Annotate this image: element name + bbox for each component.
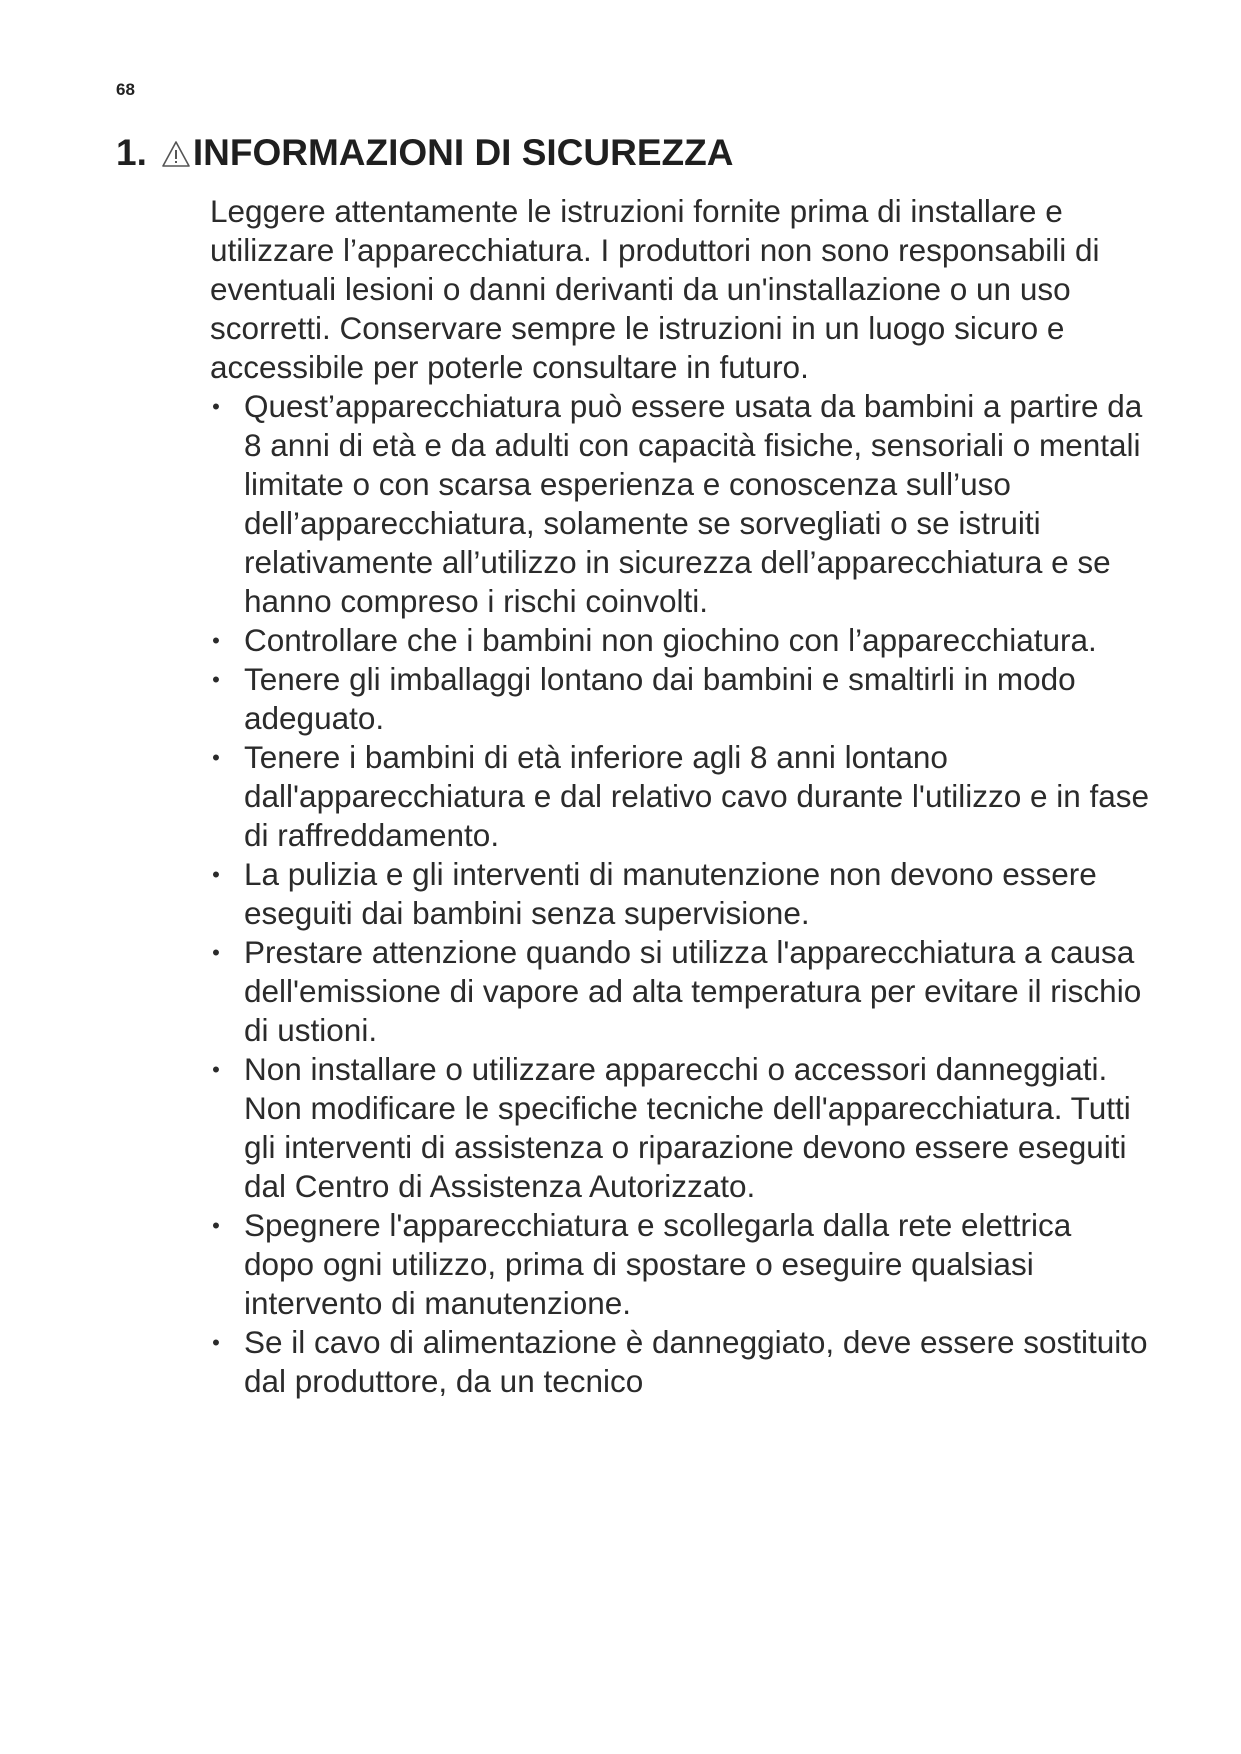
list-item xyxy=(210,387,1150,621)
list-item xyxy=(210,621,1150,660)
bullet-dot-icon: • xyxy=(212,667,220,692)
safety-bullet-list xyxy=(210,387,1150,1401)
list-item xyxy=(210,855,1150,933)
bullet-dot-icon: • xyxy=(212,1057,220,1082)
page-number: 68 xyxy=(116,80,135,99)
list-item-text: Tenere gli imballaggi lontano dai bambini e smaltirli in modo adeguato. xyxy=(244,661,1076,736)
section-number: 1. xyxy=(116,132,147,173)
list-item xyxy=(210,660,1150,738)
warning-triangle-icon xyxy=(161,139,191,169)
list-item xyxy=(210,1206,1150,1323)
list-item-text: Tenere i bambini di età inferiore agli 8 anni lontano dall'apparecchiatura e dal relativo cavo durante l'utilizzo e in fase di raffreddamento. xyxy=(244,739,1150,853)
list-item xyxy=(210,1050,1150,1206)
list-item-text: Spegnere l'apparecchiatura e scollegarla dalla rete elettrica dopo ogni utilizzo, prima di spostare o eseguire qualsiasi intervento di manutenzione. xyxy=(244,1207,1072,1321)
bullet-dot-icon: • xyxy=(212,394,220,419)
list-item-text: Quest’apparecchiatura può essere usata da bambini a partire da 8 anni di età e da adulti con capacità fisiche, sensoriali o mentali limitate o con scarsa esperienza e conoscenza sull’uso dell’apparecchiatura, solamente se sorvegliati o se istruiti relativamente all’utilizzo in sicurezza dell’apparecchiatura e se hanno compreso i rischi coinvolti. xyxy=(244,388,1143,619)
section-body xyxy=(210,192,1150,1401)
bullet-dot-icon: • xyxy=(212,1213,220,1238)
bullet-dot-icon: • xyxy=(212,745,220,770)
list-item-text: Se il cavo di alimentazione è danneggiato, deve essere sostituito dal produttore, da un tecnico xyxy=(244,1324,1148,1399)
section-title: INFORMAZIONI DI SICUREZZA xyxy=(192,132,734,173)
list-item xyxy=(210,933,1150,1050)
list-item-text: Non installare o utilizzare apparecchi o accessori danneggiati. Non modificare le specifiche tecniche dell'apparecchiatura. Tutti gli interventi di assistenza o riparazione devono essere eseguiti dal Centro di Assistenza Autorizzato. xyxy=(244,1051,1131,1204)
bullet-dot-icon: • xyxy=(212,940,220,965)
list-item-text: Controllare che i bambini non giochino con l’apparecchiatura. xyxy=(244,622,1097,658)
list-item-text: La pulizia e gli interventi di manutenzione non devono essere eseguiti dai bambini senza supervisione. xyxy=(244,856,1097,931)
list-item-text: Prestare attenzione quando si utilizza l'apparecchiatura a causa dell'emissione di vapore ad alta temperatura per evitare il rischio di ustioni. xyxy=(244,934,1142,1048)
list-item xyxy=(210,1323,1150,1401)
list-item xyxy=(210,738,1150,855)
section-heading xyxy=(116,132,733,174)
bullet-dot-icon: • xyxy=(212,862,220,887)
bullet-dot-icon: • xyxy=(212,1330,220,1355)
bullet-dot-icon: • xyxy=(212,628,220,653)
intro-paragraph: Leggere attentamente le istruzioni fornite prima di installare e utilizzare l’apparecchiatura. I produttori non sono responsabili di eventuali lesioni o danni derivanti da un'installazione o un uso scorretti. Conservare sempre le istruzioni in un luogo sicuro e accessibile per poterle consultare in futuro. xyxy=(210,193,1100,385)
